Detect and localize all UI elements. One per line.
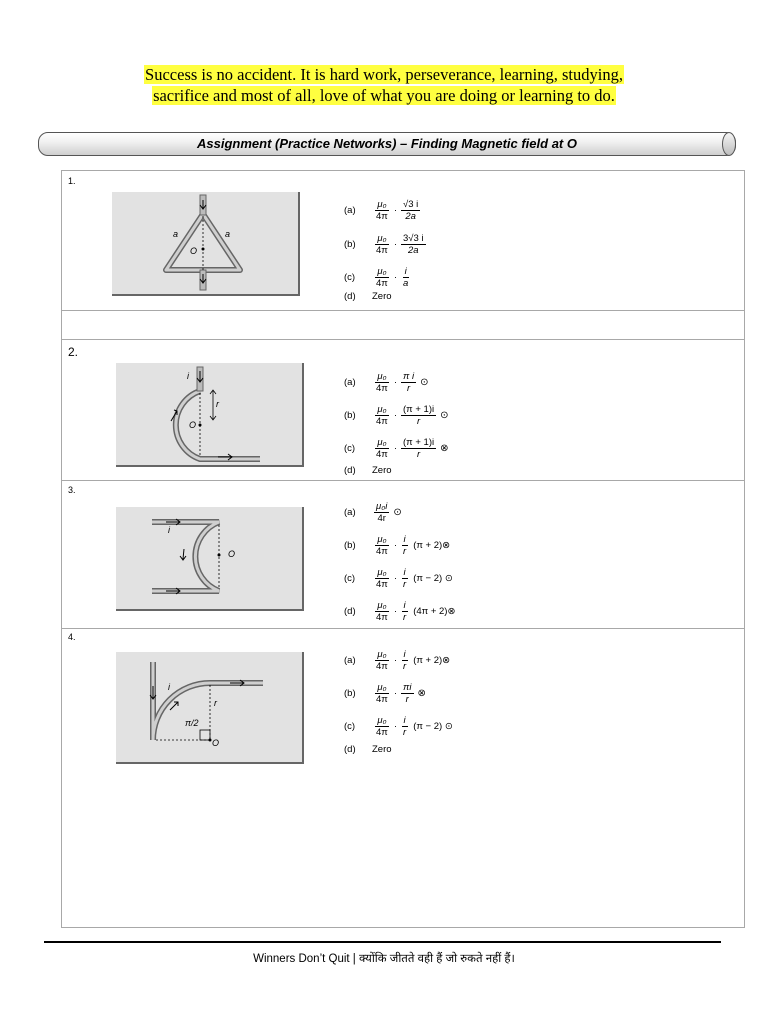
value-fraction: $\frac{i}{a}$ (403, 265, 409, 289)
mu-fraction: $\frac{\text{μ₀}}{4\pi}$ (376, 198, 388, 222)
radius-label: r (216, 399, 219, 409)
mu-fraction: $\frac{\text{μ₀}}{4\pi}$ (376, 599, 388, 623)
question-4-option-a (344, 645, 450, 675)
semicircle-parallel-wires-diagram (116, 507, 302, 609)
question-3-number: 3. (68, 485, 76, 495)
question-2-option-c (344, 433, 449, 463)
direction-symbol: ⊙ (393, 506, 402, 518)
mu-fraction: $\frac{\text{μ₀}}{4\pi}$ (376, 265, 388, 289)
banner-title: Assignment (Practice Networks) – Finding Magnetic field at O (197, 136, 577, 151)
option-label: (b) (344, 409, 356, 421)
option-label: (d) (344, 464, 356, 476)
divider (62, 628, 744, 629)
mu-fraction: $\frac{\text{μ₀}}{4\pi}$ (376, 403, 388, 427)
direction-symbol: ⊗ (417, 687, 426, 699)
current-label: i (168, 682, 170, 692)
mu-fraction: $\frac{\text{μ₀}}{4\pi}$ (376, 566, 388, 590)
cdot: · (393, 271, 398, 283)
question-2-number: 2. (68, 345, 79, 359)
value-fraction: $\frac{(\pi + 1)i}{r}$ (403, 436, 435, 460)
question-4-figure (116, 652, 304, 764)
cdot: · (393, 720, 398, 732)
side-label-right: a (225, 229, 231, 239)
mu-fraction: $\frac{\text{μ₀}}{4\pi}$ (376, 533, 388, 557)
value-fraction: $\frac{i}{r}$ (403, 566, 407, 590)
mu-fraction: $\frac{\text{μ₀}}{4\pi}$ (376, 648, 388, 672)
footer-text: Winners Don’t Quit | क्योंकि जीतते वही हैं जो रुकते नहीं हैं। (253, 953, 515, 965)
question-1-option-a (344, 195, 422, 225)
direction-symbol: ⊙ (440, 409, 449, 421)
question-4-option-d (344, 741, 392, 757)
center-label: O (189, 420, 197, 430)
value-fraction: $\frac{(\pi + 1)i}{r}$ (403, 403, 435, 427)
cdot: · (393, 654, 398, 666)
value-fraction: $\frac{√3 i}{2a}$ (403, 198, 419, 222)
motivational-quote (0, 64, 768, 106)
center-label: O (190, 246, 198, 256)
cdot: · (393, 605, 398, 617)
quote-line-1: Success is no accident. It is hard work, perseverance, learning, studying, (145, 65, 623, 84)
semicircle-circuit-diagram (116, 363, 302, 465)
option-label: (c) (344, 442, 356, 454)
cdot: · (393, 572, 398, 584)
divider (62, 339, 744, 340)
current-label: i (187, 371, 189, 381)
quarter-circle-circuit-diagram (116, 652, 302, 762)
mu-fraction: $\frac{\text{μ₀}}{4\pi}$ (376, 714, 388, 738)
direction-symbol: ⊗ (440, 442, 449, 454)
footer-rule (44, 941, 721, 943)
option-label: (c) (344, 271, 356, 283)
assignment-banner (38, 132, 736, 156)
current-label: i (168, 525, 170, 535)
question-1-option-b (344, 229, 428, 259)
center-label: O (228, 549, 236, 559)
question-2-option-b (344, 400, 449, 430)
mu-fraction: $\frac{\text{μ₀}}{4\pi}$ (376, 370, 388, 394)
question-1-number: 1. (68, 176, 76, 186)
value-fraction: $\frac{\text{π i}}{r}$ (403, 370, 415, 394)
cdot: · (393, 539, 398, 551)
question-3-figure (116, 507, 304, 611)
question-2-figure (116, 363, 304, 467)
direction-symbol: ⊙ (420, 376, 429, 388)
value-fraction: $\frac{i}{r}$ (403, 648, 407, 672)
option-label: (a) (344, 376, 356, 388)
option-text: Zero (372, 464, 392, 476)
cdot: · (393, 376, 398, 388)
question-4-option-c (344, 711, 453, 741)
option-text: Zero (372, 743, 392, 755)
option-tail: (π + 2)⊗ (413, 654, 451, 666)
question-3-option-c (344, 563, 453, 593)
value-fraction: $\frac{3√3 i}{2a}$ (403, 232, 424, 256)
option-tail: (π + 2)⊗ (413, 539, 451, 551)
cdot: · (393, 687, 398, 699)
option-label: (c) (344, 720, 356, 732)
quote-line-2: sacrifice and most of all, love of what you are doing or learning to do. (153, 86, 615, 105)
question-3-option-a (344, 497, 402, 527)
radius-label: r (214, 698, 217, 708)
option-label: (d) (344, 290, 356, 302)
option-label: (a) (344, 654, 356, 666)
option-label: (a) (344, 204, 356, 216)
question-2-option-d (344, 462, 392, 478)
side-label-left: a (173, 229, 179, 239)
value-fraction: $\frac{i}{r}$ (403, 533, 407, 557)
center-label: O (212, 738, 220, 748)
value-fraction: $\frac{\text{μ₀i}}{4r}$ (376, 500, 388, 524)
option-label: (b) (344, 687, 356, 699)
question-3-option-b (344, 530, 450, 560)
option-label: (d) (344, 605, 356, 617)
question-4-option-b (344, 678, 426, 708)
question-2-option-a (344, 367, 429, 397)
cdot: · (393, 204, 398, 216)
mu-fraction: $\frac{\text{μ₀}}{4\pi}$ (376, 681, 388, 705)
cdot: · (393, 409, 398, 421)
mu-fraction: $\frac{\text{μ₀}}{4\pi}$ (376, 436, 388, 460)
divider (62, 310, 744, 311)
triangle-circuit-diagram (112, 192, 298, 294)
value-fraction: $\frac{i}{r}$ (403, 599, 407, 623)
angle-label: π/2 (185, 718, 199, 728)
option-text: Zero (372, 290, 392, 302)
option-tail: (4π + 2)⊗ (413, 605, 456, 617)
option-label: (b) (344, 238, 356, 250)
question-4-number: 4. (68, 632, 76, 642)
cdot: · (393, 442, 398, 454)
option-label: (c) (344, 572, 356, 584)
questions-frame (61, 170, 745, 928)
question-1-option-d (344, 288, 392, 304)
mu-fraction: $\frac{\text{μ₀}}{4\pi}$ (376, 232, 388, 256)
option-tail: (π − 2) ⊙ (413, 572, 453, 584)
cdot: · (393, 238, 398, 250)
option-label: (a) (344, 506, 356, 518)
divider (62, 480, 744, 481)
question-3-option-d (344, 596, 455, 626)
question-1-figure (112, 192, 300, 296)
value-fraction: $\frac{\pi i}{r}$ (403, 681, 412, 705)
option-label: (d) (344, 743, 356, 755)
value-fraction: $\frac{i}{r}$ (403, 714, 407, 738)
option-tail: (π − 2) ⊙ (413, 720, 453, 732)
option-label: (b) (344, 539, 356, 551)
